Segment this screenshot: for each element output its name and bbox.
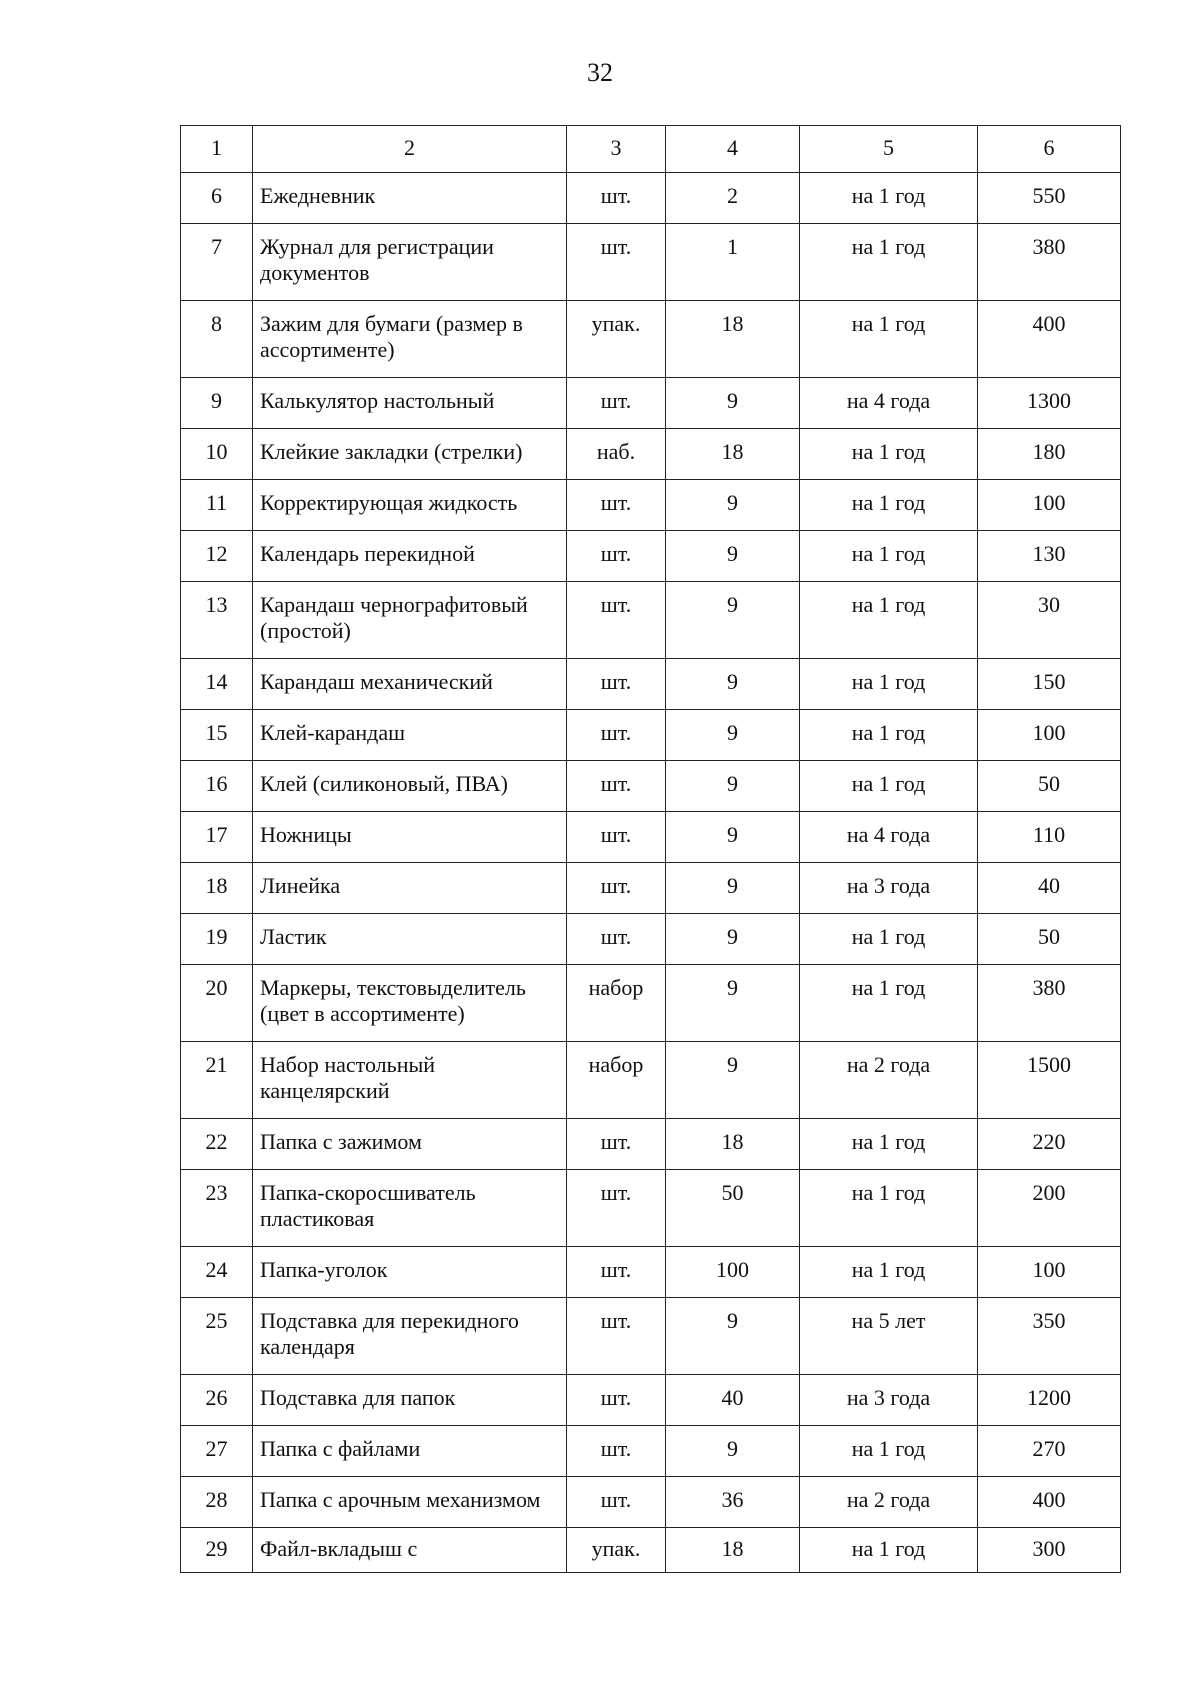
usage-period-cell: на 1 год: [800, 301, 978, 378]
table-row: [181, 914, 1121, 965]
quantity-cell: 18: [666, 1119, 800, 1170]
row-number-cell: 25: [181, 1298, 253, 1375]
usage-period-cell: на 4 года: [800, 378, 978, 429]
quantity-cell: 9: [666, 378, 800, 429]
table-row: [181, 531, 1121, 582]
table-row: [181, 761, 1121, 812]
item-name-cell: Папка с файлами: [253, 1426, 567, 1477]
quantity-cell: 18: [666, 301, 800, 378]
table-row: [181, 710, 1121, 761]
row-number-cell: 14: [181, 659, 253, 710]
item-name-cell: Ластик: [253, 914, 567, 965]
price-cell: 40: [978, 863, 1121, 914]
table-header-row: [181, 126, 1121, 173]
item-name-cell: Клейкие закладки (стрелки): [253, 429, 567, 480]
item-name-cell: Папка-уголок: [253, 1247, 567, 1298]
quantity-cell: 9: [666, 812, 800, 863]
usage-period-cell: на 1 год: [800, 1426, 978, 1477]
unit-cell: упак.: [567, 1528, 666, 1573]
row-number-cell: 28: [181, 1477, 253, 1528]
price-cell: 400: [978, 1477, 1121, 1528]
quantity-cell: 9: [666, 582, 800, 659]
table-row: [181, 1426, 1121, 1477]
price-cell: 1500: [978, 1042, 1121, 1119]
usage-period-cell: на 1 год: [800, 1170, 978, 1247]
item-name-cell: Календарь перекидной: [253, 531, 567, 582]
table-row: [181, 1042, 1121, 1119]
table-row: [181, 1375, 1121, 1426]
quantity-cell: 100: [666, 1247, 800, 1298]
quantity-cell: 2: [666, 173, 800, 224]
table-row: [181, 173, 1121, 224]
price-cell: 220: [978, 1119, 1121, 1170]
item-name-cell: Зажим для бумаги (размер в ассортименте): [253, 301, 567, 378]
usage-period-cell: на 1 год: [800, 761, 978, 812]
unit-cell: шт.: [567, 812, 666, 863]
price-cell: 30: [978, 582, 1121, 659]
item-name-cell: Клей-карандаш: [253, 710, 567, 761]
quantity-cell: 18: [666, 429, 800, 480]
row-number-cell: 19: [181, 914, 253, 965]
header-cell-5: 5: [800, 126, 978, 173]
quantity-cell: 9: [666, 914, 800, 965]
row-number-cell: 18: [181, 863, 253, 914]
item-name-cell: Калькулятор настольный: [253, 378, 567, 429]
table-row: [181, 1119, 1121, 1170]
usage-period-cell: на 1 год: [800, 582, 978, 659]
item-name-cell: Карандаш механический: [253, 659, 567, 710]
usage-period-cell: на 2 года: [800, 1477, 978, 1528]
unit-cell: шт.: [567, 1477, 666, 1528]
usage-period-cell: на 4 года: [800, 812, 978, 863]
usage-period-cell: на 1 год: [800, 659, 978, 710]
price-cell: 380: [978, 224, 1121, 301]
quantity-cell: 9: [666, 531, 800, 582]
table-row: [181, 301, 1121, 378]
usage-period-cell: на 3 года: [800, 863, 978, 914]
table-row: [181, 863, 1121, 914]
unit-cell: шт.: [567, 582, 666, 659]
unit-cell: шт.: [567, 863, 666, 914]
unit-cell: упак.: [567, 301, 666, 378]
item-name-cell: Маркеры, текстовыделитель (цвет в ассортименте): [253, 965, 567, 1042]
unit-cell: шт.: [567, 1247, 666, 1298]
quantity-cell: 9: [666, 863, 800, 914]
table-row: [181, 429, 1121, 480]
row-number-cell: 10: [181, 429, 253, 480]
table-row: [181, 1247, 1121, 1298]
usage-period-cell: на 1 год: [800, 224, 978, 301]
item-name-cell: Ежедневник: [253, 173, 567, 224]
price-cell: 300: [978, 1528, 1121, 1573]
row-number-cell: 17: [181, 812, 253, 863]
price-cell: 1200: [978, 1375, 1121, 1426]
quantity-cell: 36: [666, 1477, 800, 1528]
table-row: [181, 1170, 1121, 1247]
unit-cell: шт.: [567, 659, 666, 710]
usage-period-cell: на 1 год: [800, 480, 978, 531]
row-number-cell: 20: [181, 965, 253, 1042]
usage-period-cell: на 1 год: [800, 1247, 978, 1298]
item-name-cell: Папка-скоросшиватель пластиковая: [253, 1170, 567, 1247]
row-number-cell: 16: [181, 761, 253, 812]
unit-cell: шт.: [567, 531, 666, 582]
row-number-cell: 15: [181, 710, 253, 761]
row-number-cell: 23: [181, 1170, 253, 1247]
header-cell-1: 1: [181, 126, 253, 173]
row-number-cell: 22: [181, 1119, 253, 1170]
price-cell: 150: [978, 659, 1121, 710]
item-name-cell: Подставка для папок: [253, 1375, 567, 1426]
price-cell: 110: [978, 812, 1121, 863]
quantity-cell: 1: [666, 224, 800, 301]
price-cell: 50: [978, 914, 1121, 965]
quantity-cell: 9: [666, 480, 800, 531]
row-number-cell: 11: [181, 480, 253, 531]
page-number: 32: [587, 58, 613, 87]
item-name-cell: Корректирующая жидкость: [253, 480, 567, 531]
header-cell-2: 2: [253, 126, 567, 173]
table-row: [181, 480, 1121, 531]
row-number-cell: 12: [181, 531, 253, 582]
unit-cell: набор: [567, 965, 666, 1042]
unit-cell: шт.: [567, 1298, 666, 1375]
unit-cell: шт.: [567, 1119, 666, 1170]
item-name-cell: Набор настольный канцелярский: [253, 1042, 567, 1119]
quantity-cell: 9: [666, 1426, 800, 1477]
header-cell-3: 3: [567, 126, 666, 173]
usage-period-cell: на 1 год: [800, 965, 978, 1042]
unit-cell: шт.: [567, 914, 666, 965]
row-number-cell: 7: [181, 224, 253, 301]
table-row: [181, 812, 1121, 863]
quantity-cell: 40: [666, 1375, 800, 1426]
usage-period-cell: на 2 года: [800, 1042, 978, 1119]
table-row: [181, 1528, 1121, 1573]
unit-cell: шт.: [567, 173, 666, 224]
table-row: [181, 1477, 1121, 1528]
usage-period-cell: на 1 год: [800, 1119, 978, 1170]
unit-cell: шт.: [567, 710, 666, 761]
table-row: [181, 1298, 1121, 1375]
quantity-cell: 50: [666, 1170, 800, 1247]
header-cell-6: 6: [978, 126, 1121, 173]
supplies-table: [180, 125, 1121, 1573]
usage-period-cell: на 1 год: [800, 914, 978, 965]
price-cell: 180: [978, 429, 1121, 480]
row-number-cell: 9: [181, 378, 253, 429]
quantity-cell: 9: [666, 659, 800, 710]
item-name-cell: Папка с зажимом: [253, 1119, 567, 1170]
row-number-cell: 21: [181, 1042, 253, 1119]
quantity-cell: 18: [666, 1528, 800, 1573]
price-cell: 100: [978, 1247, 1121, 1298]
unit-cell: шт.: [567, 1426, 666, 1477]
unit-cell: шт.: [567, 480, 666, 531]
quantity-cell: 9: [666, 1298, 800, 1375]
usage-period-cell: на 3 года: [800, 1375, 978, 1426]
table-row: [181, 378, 1121, 429]
unit-cell: шт.: [567, 1375, 666, 1426]
price-cell: 400: [978, 301, 1121, 378]
price-cell: 130: [978, 531, 1121, 582]
quantity-cell: 9: [666, 710, 800, 761]
usage-period-cell: на 1 год: [800, 531, 978, 582]
quantity-cell: 9: [666, 1042, 800, 1119]
item-name-cell: Ножницы: [253, 812, 567, 863]
item-name-cell: Линейка: [253, 863, 567, 914]
row-number-cell: 13: [181, 582, 253, 659]
table-row: [181, 582, 1121, 659]
usage-period-cell: на 1 год: [800, 173, 978, 224]
price-cell: 270: [978, 1426, 1121, 1477]
price-cell: 200: [978, 1170, 1121, 1247]
usage-period-cell: на 1 год: [800, 710, 978, 761]
price-cell: 100: [978, 710, 1121, 761]
price-cell: 1300: [978, 378, 1121, 429]
unit-cell: шт.: [567, 761, 666, 812]
item-name-cell: Карандаш чернографитовый (простой): [253, 582, 567, 659]
row-number-cell: 24: [181, 1247, 253, 1298]
item-name-cell: Файл-вкладыш с: [253, 1528, 567, 1573]
unit-cell: набор: [567, 1042, 666, 1119]
usage-period-cell: на 1 год: [800, 429, 978, 480]
unit-cell: шт.: [567, 1170, 666, 1247]
table-row: [181, 659, 1121, 710]
item-name-cell: Клей (силиконовый, ПВА): [253, 761, 567, 812]
usage-period-cell: на 5 лет: [800, 1298, 978, 1375]
item-name-cell: Папка с арочным механизмом: [253, 1477, 567, 1528]
row-number-cell: 27: [181, 1426, 253, 1477]
header-cell-4: 4: [666, 126, 800, 173]
price-cell: 50: [978, 761, 1121, 812]
price-cell: 350: [978, 1298, 1121, 1375]
unit-cell: шт.: [567, 378, 666, 429]
price-cell: 380: [978, 965, 1121, 1042]
quantity-cell: 9: [666, 965, 800, 1042]
unit-cell: наб.: [567, 429, 666, 480]
item-name-cell: Подставка для перекидного календаря: [253, 1298, 567, 1375]
price-cell: 100: [978, 480, 1121, 531]
row-number-cell: 26: [181, 1375, 253, 1426]
usage-period-cell: на 1 год: [800, 1528, 978, 1573]
table-row: [181, 965, 1121, 1042]
row-number-cell: 29: [181, 1528, 253, 1573]
item-name-cell: Журнал для регистрации документов: [253, 224, 567, 301]
price-cell: 550: [978, 173, 1121, 224]
row-number-cell: 6: [181, 173, 253, 224]
quantity-cell: 9: [666, 761, 800, 812]
row-number-cell: 8: [181, 301, 253, 378]
table-row: [181, 224, 1121, 301]
unit-cell: шт.: [567, 224, 666, 301]
